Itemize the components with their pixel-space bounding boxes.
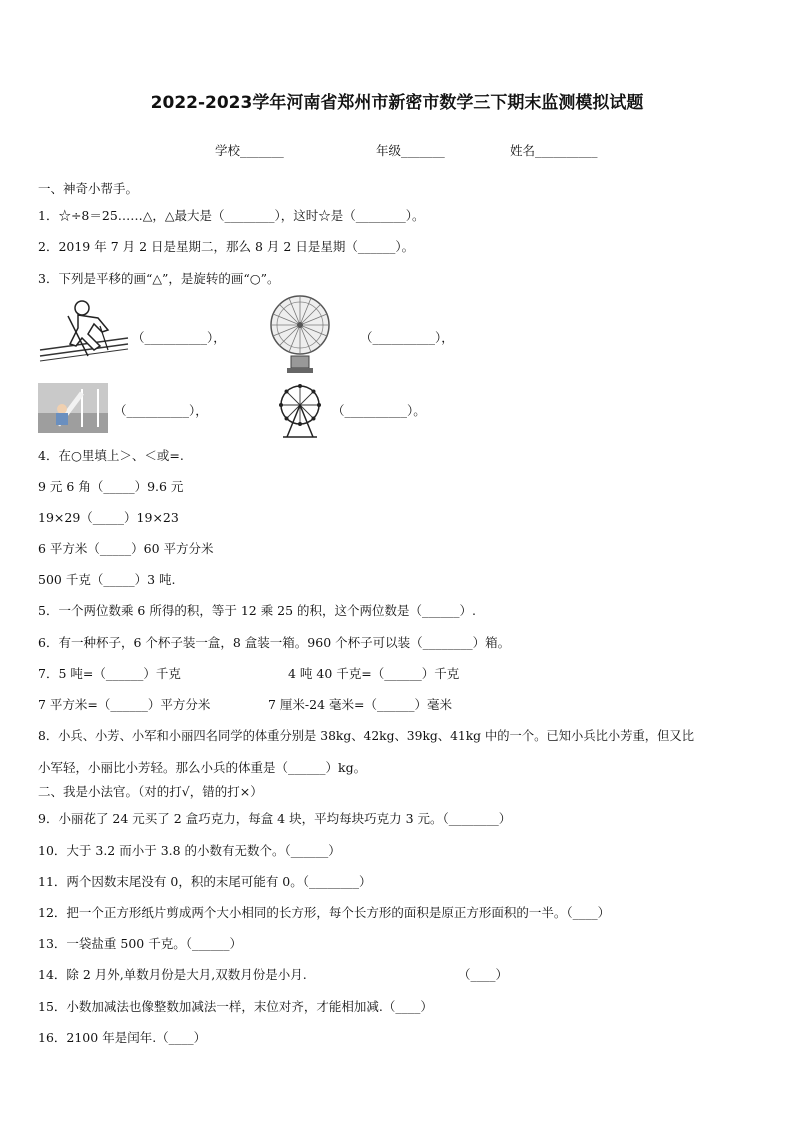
question-5: 5．一个两位数乘 6 所得的积，等于 12 乘 25 的积，这个两位数是（______）. xyxy=(38,603,477,618)
question-9: 9．小丽花了 24 元买了 2 盒巧克力，每盒 4 块，平均每块巧克力 3 元。（________） xyxy=(38,811,512,826)
question-4d: 500 千克（_____）3 吨. xyxy=(38,572,176,587)
question-12: 12．把一个正方形纸片剪成两个大小相同的长方形，每个长方形的面积是原正方形面积的一半。（____） xyxy=(38,905,611,920)
grade-field[interactable]: 年级_______ xyxy=(376,143,445,158)
school-field[interactable]: 学校_______ xyxy=(215,143,284,158)
question-15: 15．小数加减法也像整数加减法一样，末位对齐，才能相加减.（____） xyxy=(38,999,433,1014)
question-8-line-1: 8．小兵、小芳、小军和小丽四名同学的体重分别是 38kg、42kg、39kg、41kg 中的一个。已知小兵比小芳重，但又比 xyxy=(38,729,694,743)
question-1: 1．☆÷8＝25……△，△最大是（________），这时☆是（________）。 xyxy=(38,208,425,223)
q3-answer-skier[interactable]: （__________）， xyxy=(132,330,226,345)
section-2-heading: 二、我是小法官。（对的打√，错的打×） xyxy=(38,784,263,799)
q3-answer-slide[interactable]: （__________）， xyxy=(114,403,208,418)
question-8-line-2: 小军轻，小丽比小芳轻。那么小兵的体重是（______）kg。 xyxy=(38,760,367,775)
question-14: 14．除 2 月外,单数月份是大月,双数月份是小月. xyxy=(38,967,307,982)
question-4a: 9 元 6 角（_____）9.6 元 xyxy=(38,479,184,494)
page-title: 2022-2023学年河南省郑州市新密市数学三下期末监测模拟试题 xyxy=(150,93,644,113)
question-4: 4．在○里填上＞、＜或=. xyxy=(38,448,184,463)
question-11: 11．两个因数末尾没有 0，积的末尾可能有 0。（________） xyxy=(38,874,372,889)
question-13: 13．一袋盐重 500 千克。（______） xyxy=(38,936,242,951)
question-2: 2．2019 年 7 月 2 日是星期二，那么 8 月 2 日是星期（______）。 xyxy=(38,239,415,254)
ferris-wheel-picture xyxy=(275,383,325,439)
question-3: 3．下列是平移的画“△”，是旋转的画“○”。 xyxy=(38,271,280,286)
question-4b: 19×29（_____）19×23 xyxy=(38,510,179,525)
name-field[interactable]: 姓名__________ xyxy=(510,143,598,158)
q3-answer-wheel[interactable]: （__________）， xyxy=(360,330,454,345)
wheel-picture xyxy=(269,294,331,374)
section-1-heading: 一、神奇小帮手。 xyxy=(38,181,139,196)
question-16: 16．2100 年是闰年.（____） xyxy=(38,1030,207,1045)
question-7a: 7．5 吨=（______）千克 xyxy=(38,666,181,681)
q3-answer-ferris-wheel[interactable]: （__________）。 xyxy=(332,403,426,418)
question-4c: 6 平方米（_____）60 平方分米 xyxy=(38,541,214,556)
skier-picture xyxy=(38,298,130,364)
question-10: 10．大于 3.2 而小于 3.8 的小数有无数个。（______） xyxy=(38,843,341,858)
question-7b: 4 吨 40 千克=（______）千克 xyxy=(288,666,460,681)
question-14-blank[interactable]: （____） xyxy=(458,967,509,982)
question-7c: 7 平方米=（______）平方分米 xyxy=(38,697,211,712)
question-7d: 7 厘米-24 毫米=（______）毫米 xyxy=(268,697,453,712)
slide-picture xyxy=(38,383,108,433)
question-6: 6．有一种杯子，6 个杯子装一盒，8 盒装一箱。960 个杯子可以装（________）箱。 xyxy=(38,635,511,650)
